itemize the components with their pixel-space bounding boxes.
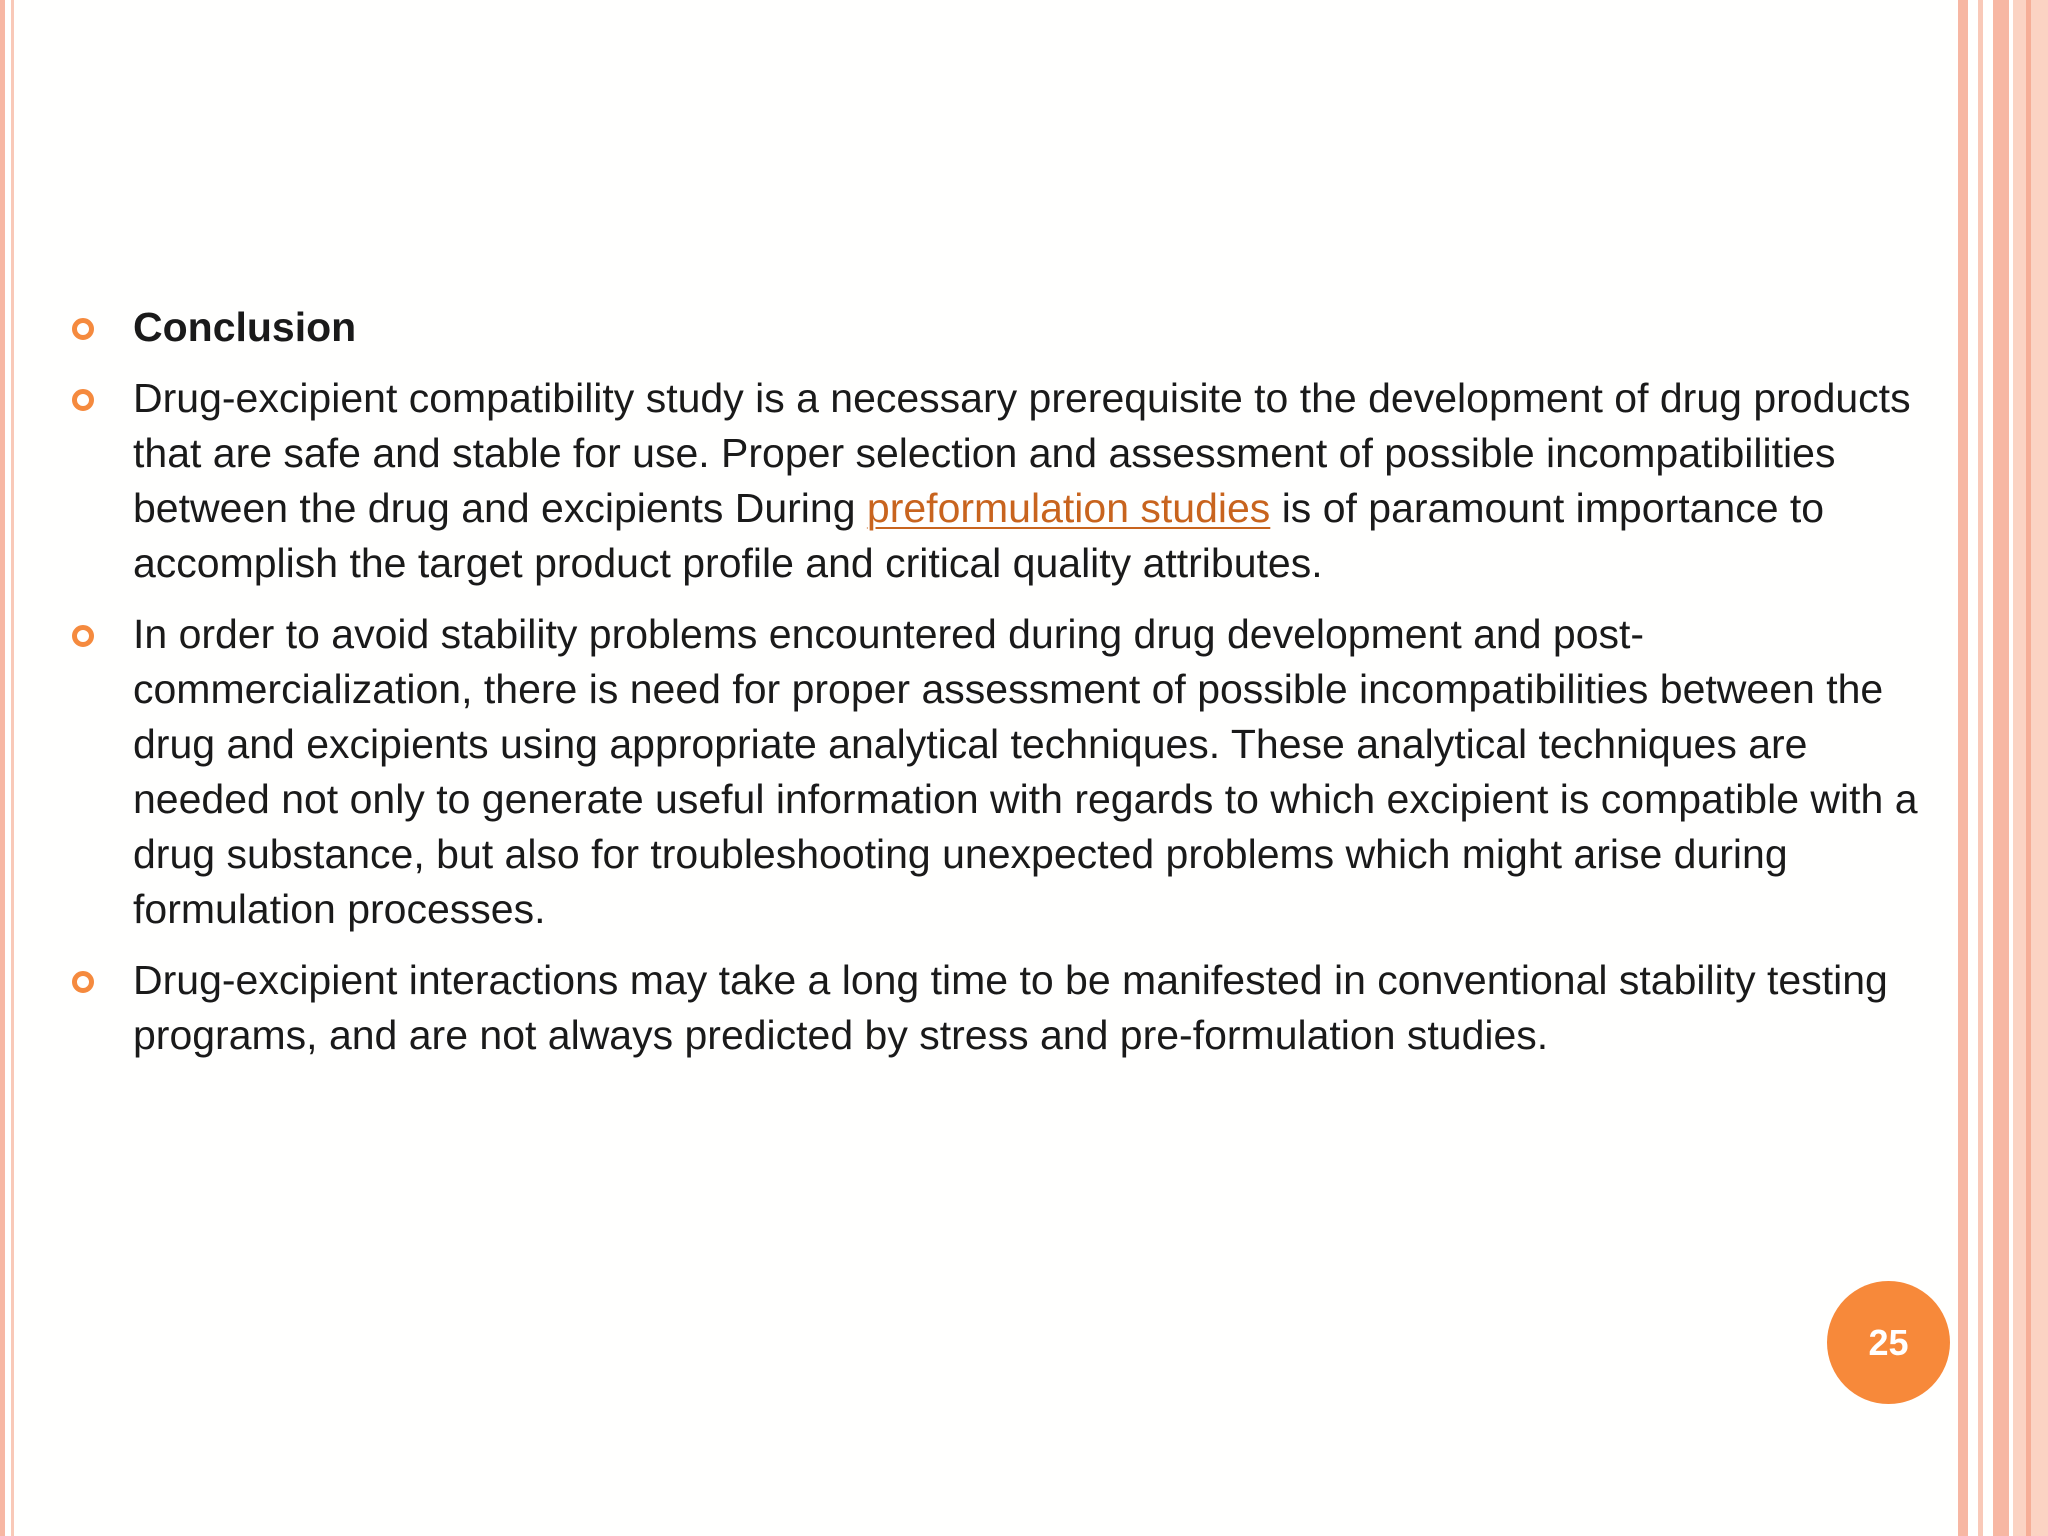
right-border-line <box>1958 0 1968 1536</box>
bullet-ring-icon <box>72 971 94 993</box>
bullet-ring-icon <box>72 318 94 340</box>
left-border-line-thin <box>11 0 14 1536</box>
conclusion-heading: Conclusion <box>133 304 357 350</box>
page-number: 25 <box>1868 1321 1909 1363</box>
preformulation-studies-link[interactable]: preformulation studies <box>866 485 1271 531</box>
bullet-ring-icon <box>72 389 94 411</box>
bullet-ring-icon <box>72 625 94 647</box>
bullet-item-interactions <box>70 953 1950 1063</box>
bullet-item-stability <box>70 607 1950 937</box>
right-border-line-thin <box>1978 0 1983 1536</box>
bullet-text: Drug-excipient interactions may take a long time to be manifested in conventional stability testing programs, and are not always predicted by stress and pre-formulation studies. <box>133 957 1888 1058</box>
left-border-line <box>0 0 5 1536</box>
right-border-band <box>1993 0 2009 1536</box>
bullet-text-part: is of paramount importance to accomplish the target product profile and critical quality attributes. <box>133 485 1825 586</box>
bullet-text: In order to avoid stability problems encountered during drug development and post-commercialization, there is need for proper assessment of possible incompatibilities between the drug and excipients using appropriate analytical techniques. These analytical techniques are needed not only to generate useful information with regards to which excipient is compatible with a drug substance, but also for troubleshooting unexpected problems which might arise during formulation processes. <box>133 611 1918 932</box>
bullet-item-compatibility <box>70 371 1950 591</box>
page-number-badge <box>1827 1281 1950 1404</box>
right-border-stripe <box>2026 0 2031 1536</box>
slide-content <box>70 300 1950 1079</box>
bullet-text-part: Drug-excipient compatibility study is a necessary prerequisite to the development of drug products that are safe and stable for use. Proper selection and assessment of possible incompatibilities between the drug and excipients During <box>133 375 1911 531</box>
conclusion-heading-item <box>70 300 1950 355</box>
